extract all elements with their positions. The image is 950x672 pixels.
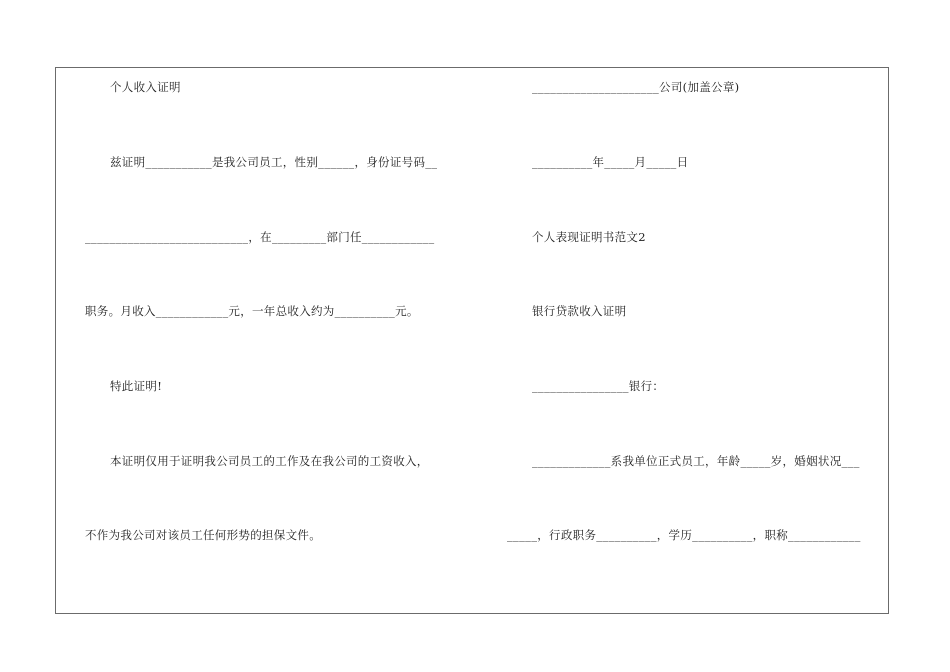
left-line-5: 本证明仅用于证明我公司员工的工作及在我公司的工资收入， xyxy=(110,454,429,468)
left-line-2: ___________________________，在_________部门任____________ xyxy=(85,230,435,244)
right-line-7: _____，行政职务__________，学历__________，职称____________ xyxy=(507,528,861,542)
right-line-4: 银行贷款收入证明 xyxy=(532,304,627,318)
right-line-1: _____________________公司(加盖公章) xyxy=(532,80,740,94)
left-line-1: 兹证明___________是我公司员工，性别______，身份证号码__ xyxy=(110,155,438,169)
right-line-2: __________年_____月_____日 xyxy=(532,155,689,169)
left-line-4: 特此证明! xyxy=(110,379,163,393)
right-line-5: ________________银行： xyxy=(532,379,665,393)
left-line-3: 职务。月收入____________元，一年总收入约为__________元。 xyxy=(85,304,419,318)
right-line-3: 个人表现证明书范文2 xyxy=(532,230,646,244)
left-title: 个人收入证明 xyxy=(110,80,181,94)
left-line-6: 不作为我公司对该员工任何形势的担保文件。 xyxy=(85,528,321,542)
right-line-6: _____________系我单位正式员工，年龄_____岁，婚姻状况___ xyxy=(532,454,860,468)
